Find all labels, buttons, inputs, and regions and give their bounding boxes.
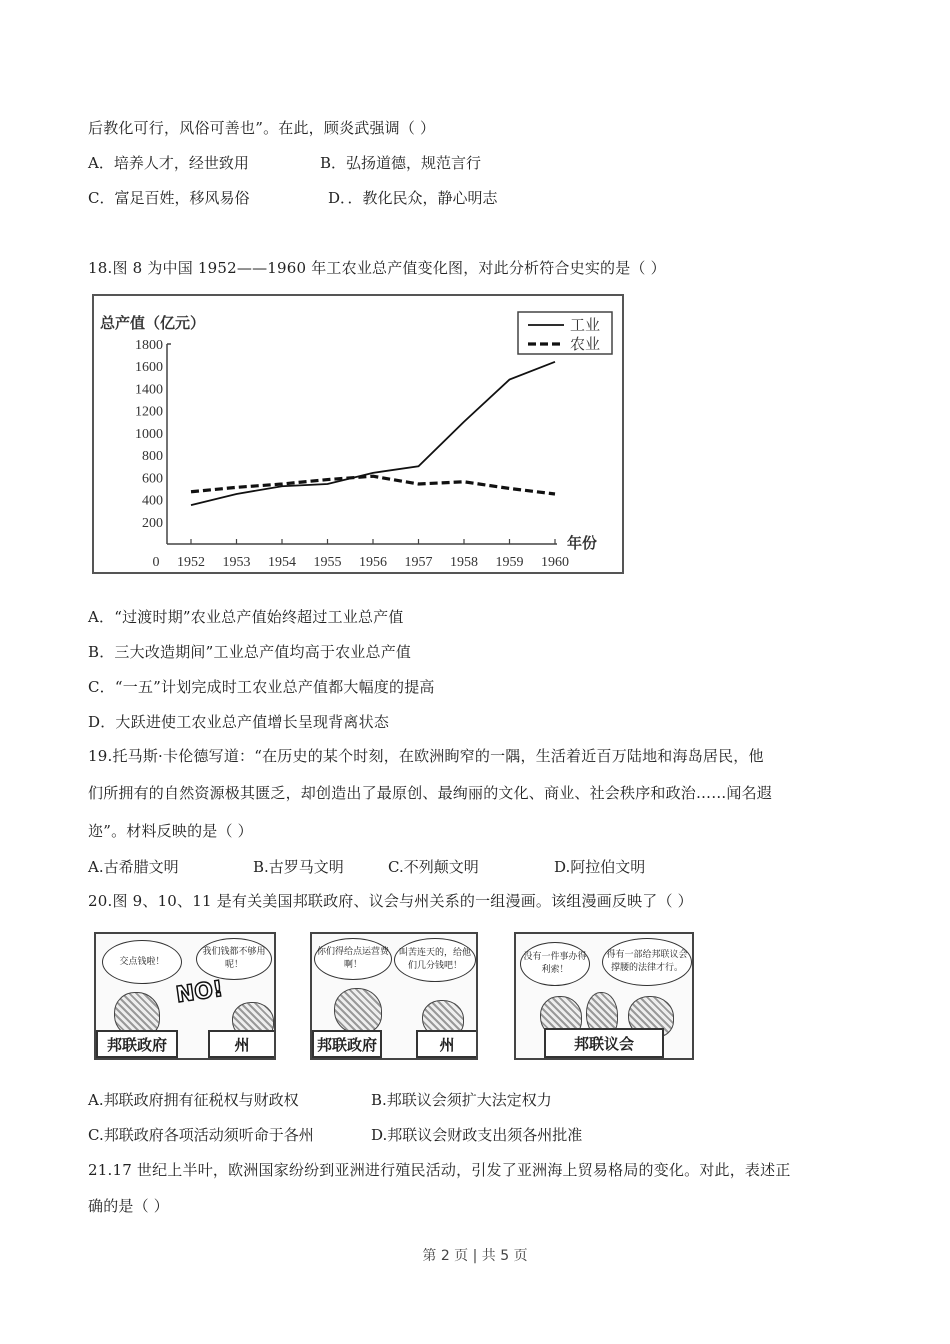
q19-stem-line-1: 19.托马斯·卡伦德写道：“在历史的某个时刻，在欧洲眴窄的一隅，生活着近百万陆地和海岛居民，他 — [88, 747, 764, 765]
speech-bubble-left: 没有一件事办得利索！ — [520, 942, 590, 986]
figure-8-chart — [92, 294, 624, 574]
svg-text:1952: 1952 — [177, 555, 205, 570]
q18-option-c[interactable]: C．“一五”计划完成时工农业总产值都大幅度的提高 — [88, 678, 435, 696]
svg-text:1955: 1955 — [313, 555, 342, 570]
q19-stem-line-3: 迩”。材料反映的是（ ） — [88, 822, 253, 840]
series-line — [191, 476, 555, 494]
svg-text:600: 600 — [142, 471, 163, 487]
svg-text:1600: 1600 — [135, 360, 163, 376]
podium-state: 州 — [416, 1030, 478, 1058]
podium-state: 州 — [208, 1030, 276, 1058]
q19-option-b[interactable]: B.古罗马文明 — [253, 858, 344, 876]
svg-text:1000: 1000 — [135, 426, 163, 442]
q19-option-c[interactable]: C.不列颠文明 — [388, 858, 479, 876]
q18-option-b[interactable]: B．三大改造期间”工业总产值均高于农业总产值 — [88, 643, 412, 661]
q21-stem-line-2: 确的是（ ） — [88, 1197, 169, 1215]
q19-option-a[interactable]: A.古希腊文明 — [88, 858, 179, 876]
svg-text:1953: 1953 — [222, 555, 251, 570]
comic-figure-10 — [310, 932, 478, 1060]
q19-option-d[interactable]: D.阿拉伯文明 — [554, 858, 646, 876]
q17-option-d[interactable]: D．．教化民众，静心明志 — [328, 189, 498, 207]
podium-federal-government: 邦联政府 — [96, 1030, 178, 1058]
q17-option-a[interactable]: A．培养人才，经世致用 — [88, 154, 249, 172]
svg-text:1960: 1960 — [541, 555, 569, 570]
q17-option-c[interactable]: C．富足百姓，移风易俗 — [88, 189, 250, 207]
q20-option-a[interactable]: A.邦联政府拥有征税权与财政权 — [88, 1091, 299, 1109]
comic-figure-11 — [514, 932, 694, 1060]
svg-text:1200: 1200 — [135, 404, 163, 420]
svg-text:1800: 1800 — [135, 338, 163, 353]
q17-stem-tail: 后教化可行，风俗可善也”。在此，顾炎武强调（ ） — [88, 119, 436, 137]
q17-option-b[interactable]: B．弘扬道德，规范言行 — [320, 154, 482, 172]
q18-option-d[interactable]: D．大跃进使工农业总产值增长呈现背离状态 — [88, 713, 390, 731]
svg-text:工业: 工业 — [570, 318, 601, 334]
series-line — [191, 362, 555, 505]
page-number: 第 2 页 | 共 5 页 — [422, 1248, 528, 1264]
svg-text:0: 0 — [152, 555, 160, 570]
q20-option-b[interactable]: B.邦联议会须扩大法定权力 — [371, 1091, 552, 1109]
line-chart — [94, 296, 626, 576]
q21-stem-line-1: 21.17 世纪上半叶，欧洲国家纷纷到亚洲进行殖民活动，引发了亚洲海上贸易格局的变化。对此，表述正 — [88, 1161, 791, 1179]
x-axis-label: 年份 — [567, 536, 598, 552]
podium-federal-government: 邦联政府 — [312, 1030, 382, 1058]
no-exclamation: NO! — [174, 976, 225, 1009]
comic-figure-9 — [94, 932, 276, 1060]
speech-bubble-federal: 交点钱啦！ — [102, 940, 182, 984]
speech-bubble-state: 我们钱都不够用呢！ — [196, 938, 272, 980]
q18-stem: 18.图 8 为中国 1952——1960 年工农业总产值变化图，对此分析符合史实的是（ ） — [88, 259, 666, 277]
q19-stem-line-2: 们所拥有的自然资源极其匮乏，却创造出了最原创、最绚丽的文化、商业、社会秩序和政治……闻名遐 — [88, 784, 773, 802]
svg-text:1958: 1958 — [450, 555, 478, 570]
speech-bubble-right: 得有一部给邦联议会撑腰的法律才行。 — [602, 938, 692, 986]
podium-confederation-congress: 邦联议会 — [544, 1028, 664, 1058]
q18-option-a[interactable]: A．“过渡时期”农业总产值始终超过工业总产值 — [88, 608, 404, 626]
svg-text:1957: 1957 — [404, 555, 433, 570]
svg-text:200: 200 — [142, 515, 163, 531]
svg-text:1954: 1954 — [268, 555, 296, 570]
q20-stem: 20.图 9、10、11 是有关美国邦联政府、议会与州关系的一组漫画。该组漫画反映了（ ） — [88, 892, 693, 910]
federal-figure-icon — [334, 988, 382, 1034]
speech-bubble-federal: 你们得给点运营费啊！ — [314, 938, 392, 980]
svg-text:1400: 1400 — [135, 382, 163, 398]
svg-text:1956: 1956 — [359, 555, 387, 570]
svg-text:农业: 农业 — [570, 337, 601, 353]
y-axis-label: 总产值（亿元） — [100, 316, 206, 332]
speech-bubble-state: 叫苦连天的，给他们几分钱吧！ — [394, 938, 476, 982]
q20-option-d[interactable]: D.邦联议会财政支出须各州批准 — [371, 1126, 583, 1144]
q20-option-c[interactable]: C.邦联政府各项活动须听命于各州 — [88, 1126, 314, 1144]
svg-text:800: 800 — [142, 449, 163, 465]
svg-text:400: 400 — [142, 493, 163, 509]
svg-text:1959: 1959 — [495, 555, 524, 570]
